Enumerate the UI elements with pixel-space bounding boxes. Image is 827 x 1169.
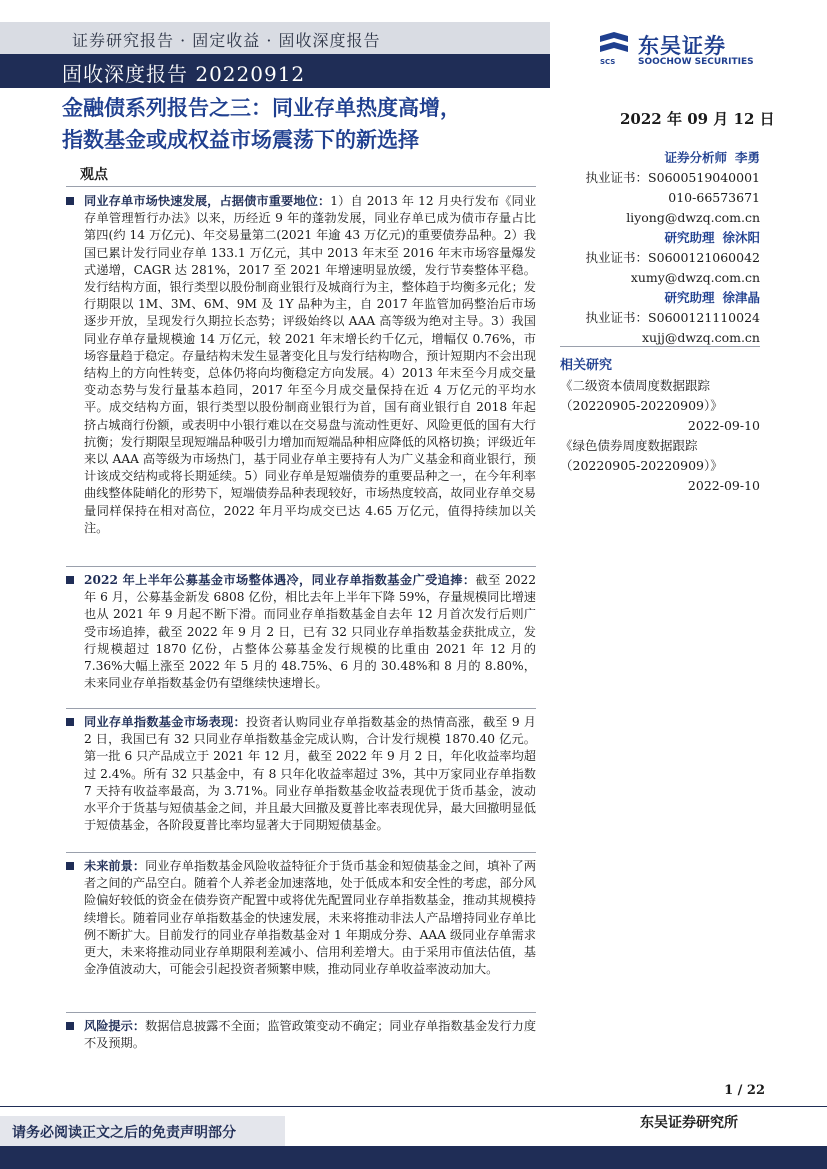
point-body: 1）自 2013 年 12 月央行发布《同业存单管理暂行办法》以来，历经近 9 年的蓬勃发展，同业存单已成为债市存量占比第四(约 14 万亿元)、年交易量第二(2021 年逾 43 万亿元)的重要债券品种。2）我国已累计发行同业存单 133.1 万亿元，其中 2013 年末至 2016 年末市场容量爆发式递增，CAGR 达 281%，2017 至 2021 年增速明显放缓，发行节奏整体平稳。发行结构方面，银行类型以股份制商业银行及城商行为主，整体趋于均衡多元化；发行期限以 1M、3M、6M、9M 及 1Y 品种为主，自 2017 年监管加码整治后市场逐步开放，呈现发行久期拉长态势；评级始终以 AAA 高等级为绝对主导。3）我国同业存单存量规模逾 14 万亿元，较 2021 年末增长约千亿元，增幅仅 0.76%，市场容量趋于稳定。存量结构未发生显著变化且与发行结构吻合，预计短期内不会出现结构上的方向性转变，总体仍将向均衡稳定方向发展。4）2013 年末至今月成交量变动态势与发行量基本趋同，2017 年至今月成交量保持在近 4 万亿元的平均水平。成交结构方面，银行类型以股份制商业银行为首，国有商业银行自 2018 年起挤占城商行份额，或表明中小银行难以在交易盘与流动性更好、风险更低的国有大行抗衡；发行期限呈现短端品种吸引力增加而短端品种相应降低的风格切换；评级近年来以 AAA 高等级为市场热门，基于同业存单主要持有人为广义基金和商业银行，预计该成交结构或将长期延续。5）同业存单是短端债券的重要品种之一，在今年利率曲线整体陡峭化的形势下，短端债券品种表现较好，市场热度较高，故同业存单交易量同样保持在相对高位，2022 年月平均成交已达 4.65 万亿元，值得持续加以关注。 (84, 194, 537, 535)
page-number: 1 / 22 (724, 1083, 765, 1098)
point-1 (66, 193, 536, 537)
header-category-bar (0, 22, 550, 54)
divider (66, 1012, 536, 1013)
point-head: 2022 年上半年公募基金市场整体遇冷，同业存单指数基金广受追捧： (84, 573, 476, 587)
point-text (84, 193, 536, 537)
bullet-icon (66, 718, 74, 726)
header-report-type: 固收深度报告 20220912 (62, 62, 306, 86)
related-research (560, 356, 760, 496)
related-item-title: 《二级资本债周度数据跟踪 (560, 378, 711, 393)
logo-abbr: SCS (600, 58, 616, 66)
analyst-email[interactable]: liyong@dwzq.com.cn (626, 210, 760, 225)
report-date: 2022 年 09 月 12 日 (620, 110, 775, 128)
point-head: 风险提示： (84, 1019, 146, 1033)
point-text (84, 1018, 536, 1052)
analyst-2 (560, 228, 760, 248)
point-head: 未来前景： (84, 859, 146, 873)
report-title (62, 92, 562, 156)
analyst-cert: 执业证书：S0600121060042 (585, 250, 760, 265)
divider (66, 852, 536, 853)
header-category: 证券研究报告 · 固定收益 · 固收深度报告 (72, 31, 381, 50)
point-text (84, 858, 536, 978)
point-4 (66, 858, 536, 978)
divider (560, 346, 760, 347)
bullet-icon (66, 862, 74, 870)
analyst-name: 徐津晶 (722, 290, 760, 305)
related-heading: 相关研究 (560, 358, 613, 373)
divider (66, 186, 536, 187)
analyst-email[interactable]: xumy@dwzq.com.cn (630, 270, 760, 285)
analyst-role: 研究助理 (664, 290, 715, 305)
point-3 (66, 714, 536, 834)
analyst-phone: 010-66573671 (668, 190, 760, 205)
point-head: 同业存单市场快速发展，占据债市重要地位： (84, 194, 331, 208)
footer-disclaimer-box (0, 1116, 285, 1146)
bullet-icon (66, 197, 74, 205)
related-item-date: 2022-09-10 (687, 418, 760, 433)
related-item-title-2: （20220905-20220909）》 (560, 458, 723, 473)
analyst-name: 徐沐阳 (722, 230, 760, 245)
footer-disclaimer: 请务必阅读正文之后的免责声明部分 (12, 1125, 236, 1141)
divider (66, 708, 536, 709)
section-label: 观点 (80, 167, 108, 183)
analyst-list (560, 148, 760, 348)
related-item-1[interactable] (560, 376, 760, 436)
report-title-line-2: 指数基金或成权益市场震荡下的新选择 (62, 127, 419, 152)
related-item-title: 《绿色债券周度数据跟踪 (560, 438, 698, 453)
point-text (84, 714, 536, 834)
analyst-1 (560, 148, 760, 168)
company-logo (596, 30, 776, 72)
logo-mark-icon (596, 32, 632, 58)
point-5 (66, 1018, 536, 1052)
header-report-type-bar (0, 54, 550, 88)
logo-name-en: SOOCHOW SECURITIES (638, 57, 754, 67)
related-item-2[interactable] (560, 436, 760, 496)
point-body: 投资者认购同业存单指数基金的热情高涨，截至 9 月 2 日，我国已有 32 只同业存单指数基金完成认购，合计发行规模 1870.40 亿元。第一批 6 只产品成立于 2021 年 12 月，截至 2022 年 9 月 2 日，年化收益率均超过 2.4%。所有 32 只基金中，有 8 只年化收益率超过 3%，其中万家同业存单指数 7 天持有收益率最高，为 3.71%。同业存单指数基金收益表现优于货币基金，波动水平介于货基与短债基金之间，并且最大回撤及夏普比率表现优异，最大回撤明显低于短债基金，各阶段夏普比率均显著大于同期短债基金。 (84, 715, 536, 833)
footer-institute: 东吴证券研究所 (640, 1115, 738, 1131)
analyst-3 (560, 288, 760, 308)
analyst-email[interactable]: xujj@dwzq.com.cn (641, 330, 760, 345)
point-body: 截至 2022 年 6 月，公募基金新发 6808 亿份，相比去年上半年下降 59%，存量规模同比增速也从 2021 年 9 月起不断下滑。而同业存单指数基金自去年 12 月首次发行后则广受市场追捧，截至 2022 年 9 月 2 日，已有 32 只同业存单指数基金获批成立，发行规模超过 1870 亿份，占整体公募基金发行规模的比重由 2021 年 12 月的 7.36%大幅上涨至 2022 年 5 月的 48.75%、6 月的 30.48%和 8 月的 8.80%，未来同业存单指数基金仍有望继续快速增长。 (84, 573, 536, 691)
point-head: 同业存单指数基金市场表现： (84, 715, 247, 729)
point-2 (66, 572, 536, 692)
divider (66, 566, 536, 567)
related-item-title-2: （20220905-20220909）》 (560, 398, 723, 413)
point-body: 数据信息披露不全面；监管政策变动不确定；同业存单指数基金发行力度不及预期。 (84, 1019, 537, 1051)
analyst-role: 研究助理 (664, 230, 715, 245)
point-text (84, 572, 536, 692)
bullet-icon (66, 576, 74, 584)
analyst-name: 李勇 (734, 150, 760, 165)
footer-bar (0, 1146, 827, 1169)
analyst-role: 证券分析师 (664, 150, 728, 165)
related-item-date: 2022-09-10 (687, 478, 760, 493)
footer-divider (0, 1106, 827, 1107)
report-title-line-1: 金融债系列报告之三：同业存单热度高增， (62, 95, 461, 120)
analyst-cert: 执业证书：S0600121110024 (585, 310, 760, 325)
bullet-icon (66, 1022, 74, 1030)
logo-name-cn: 东吴证券 (638, 34, 726, 58)
point-body: 同业存单指数基金风险收益特征介于货币基金和短债基金之间，填补了两者之间的产品空白。随着个人养老金加速落地，处于低成本和安全性的考虑，部分风险偏好较低的资金在债券资产配置中或将优先配置同业存单指数基金，推动其规模持续增长。随着同业存单指数基金的快速发展，未来将推动非法人产品增持同业存单比例不断扩大。目前发行的同业存单指数基金对 1 年期成分券、AAA 级同业存单需求更大，未来将推动同业存单期限利差减小、信用利差增大。由于采用市值法估值，基金净值波动大，可能会引起投资者频繁申赎，推动同业存单收益率波动加大。 (84, 859, 537, 977)
analyst-cert: 执业证书：S0600519040001 (585, 170, 760, 185)
